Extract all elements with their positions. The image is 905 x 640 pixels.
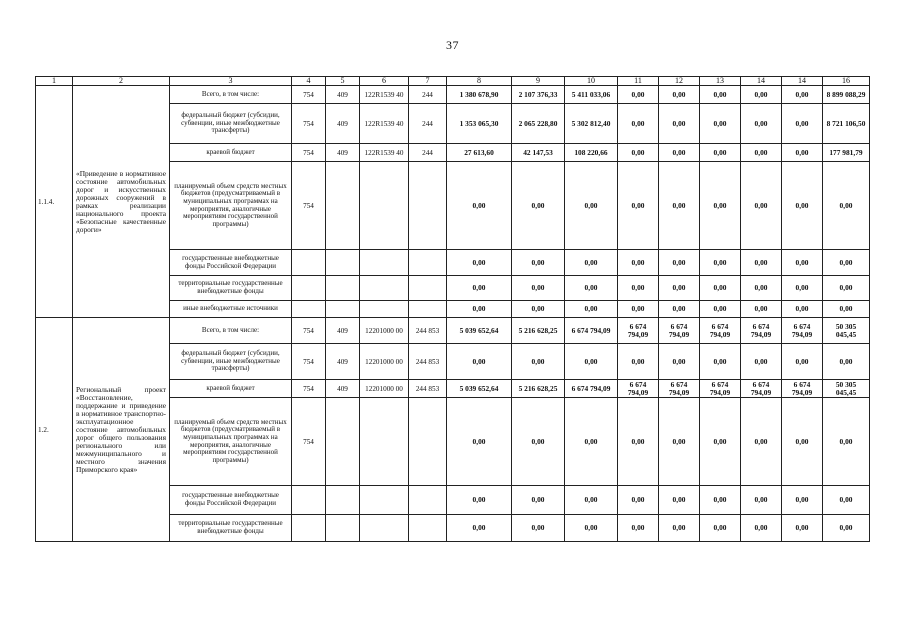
expense-type-code: 244 853: [409, 380, 447, 398]
amount-cell: 0,00: [700, 276, 741, 301]
target-article-code: [360, 486, 409, 515]
column-header: 12: [659, 77, 700, 86]
amount-cell: 0,00: [512, 276, 565, 301]
grbs-code: [292, 515, 326, 542]
target-article-code: [360, 301, 409, 318]
expense-type-code: [409, 301, 447, 318]
amount-cell: 0,00: [700, 104, 741, 144]
section-name: [73, 86, 170, 318]
target-article-code: 122R1539 40: [360, 104, 409, 144]
amount-cell: 5 039 652,64: [447, 380, 512, 398]
amount-cell: 8 899 088,29: [823, 86, 870, 104]
funding-source-label: иные внебюджетные источники: [170, 301, 292, 318]
amount-cell: 0,00: [618, 398, 659, 486]
amount-cell: 0,00: [741, 515, 782, 542]
amount-cell: 6 674 794,09: [700, 318, 741, 344]
amount-cell: 0,00: [618, 86, 659, 104]
amount-cell: 0,00: [659, 276, 700, 301]
amount-cell: 0,00: [565, 486, 618, 515]
amount-cell: 0,00: [565, 515, 618, 542]
funding-source-label: федеральный бюджет (субсидии, субвенции, иные межбюджетные трансферты): [170, 344, 292, 380]
amount-cell: 0,00: [447, 162, 512, 250]
amount-cell: 0,00: [618, 162, 659, 250]
amount-cell: 0,00: [782, 398, 823, 486]
target-article-code: [360, 515, 409, 542]
target-article-code: [360, 250, 409, 276]
amount-cell: 0,00: [447, 250, 512, 276]
amount-cell: 6 674 794,09: [782, 318, 823, 344]
expense-type-code: [409, 398, 447, 486]
amount-cell: 0,00: [700, 144, 741, 162]
grbs-code: [292, 250, 326, 276]
amount-cell: 0,00: [447, 344, 512, 380]
expense-type-code: [409, 250, 447, 276]
amount-cell: 0,00: [700, 301, 741, 318]
section-code: 409: [326, 144, 360, 162]
column-header: 14: [782, 77, 823, 86]
amount-cell: 0,00: [512, 486, 565, 515]
funding-source-label: территориальные государственные внебюджетные фонды: [170, 276, 292, 301]
column-header: 8: [447, 77, 512, 86]
amount-cell: 0,00: [565, 344, 618, 380]
amount-cell: 0,00: [823, 276, 870, 301]
section-code: [326, 486, 360, 515]
amount-cell: 6 674 794,09: [618, 318, 659, 344]
amount-cell: 0,00: [823, 486, 870, 515]
column-header: 6: [360, 77, 409, 86]
column-header: 9: [512, 77, 565, 86]
section-code: [326, 301, 360, 318]
amount-cell: 6 674 794,09: [741, 380, 782, 398]
section-code: [326, 515, 360, 542]
amount-cell: 0,00: [565, 276, 618, 301]
amount-cell: 0,00: [447, 486, 512, 515]
amount-cell: 5 216 628,25: [512, 318, 565, 344]
funding-source-label: краевой бюджет: [170, 380, 292, 398]
amount-cell: 8 721 106,50: [823, 104, 870, 144]
section-name-text: «Приведение в нормативное состояние автомобильных дорог и искусственных дорожных сооружений в рамках реализации национального проекта «Безопасные качественные дороги»: [76, 168, 166, 234]
column-header: 10: [565, 77, 618, 86]
amount-cell: 0,00: [782, 486, 823, 515]
expense-type-code: 244: [409, 104, 447, 144]
target-article-code: [360, 276, 409, 301]
amount-cell: 0,00: [512, 250, 565, 276]
amount-cell: 0,00: [659, 162, 700, 250]
amount-cell: 0,00: [782, 162, 823, 250]
amount-cell: 0,00: [700, 250, 741, 276]
column-header: 4: [292, 77, 326, 86]
expense-type-code: 244 853: [409, 318, 447, 344]
grbs-code: 754: [292, 104, 326, 144]
section-code: 409: [326, 104, 360, 144]
amount-cell: 0,00: [618, 301, 659, 318]
amount-cell: 0,00: [659, 398, 700, 486]
amount-cell: 0,00: [700, 344, 741, 380]
section-name: [73, 318, 170, 542]
funding-source-label: Всего, в том числе:: [170, 318, 292, 344]
section-number: 1.2.: [36, 318, 73, 542]
grbs-code: 754: [292, 318, 326, 344]
amount-cell: 0,00: [618, 515, 659, 542]
amount-cell: 0,00: [741, 301, 782, 318]
amount-cell: 0,00: [659, 144, 700, 162]
column-header: 11: [618, 77, 659, 86]
amount-cell: 0,00: [565, 398, 618, 486]
section-code: 409: [326, 318, 360, 344]
amount-cell: 0,00: [782, 144, 823, 162]
column-header: 16: [823, 77, 870, 86]
amount-cell: 0,00: [741, 344, 782, 380]
column-header: 13: [700, 77, 741, 86]
amount-cell: 0,00: [565, 301, 618, 318]
amount-cell: 0,00: [782, 250, 823, 276]
amount-cell: 6 674 794,09: [700, 380, 741, 398]
amount-cell: 177 981,79: [823, 144, 870, 162]
amount-cell: 0,00: [512, 344, 565, 380]
page-number: 37: [446, 38, 459, 52]
amount-cell: 0,00: [659, 86, 700, 104]
amount-cell: 0,00: [823, 515, 870, 542]
amount-cell: 1 353 065,30: [447, 104, 512, 144]
funding-source-label: краевой бюджет: [170, 144, 292, 162]
amount-cell: 0,00: [659, 486, 700, 515]
expense-type-code: [409, 486, 447, 515]
amount-cell: 0,00: [823, 344, 870, 380]
amount-cell: 0,00: [782, 515, 823, 542]
amount-cell: 6 674 794,09: [659, 318, 700, 344]
amount-cell: 0,00: [447, 515, 512, 542]
funding-source-label: планируемый объем средств местных бюджетов (предусматриваемый в муниципальных программах на мероприятия, аналогичные мероприятиям государственной программы): [170, 162, 292, 250]
column-header: 7: [409, 77, 447, 86]
amount-cell: 5 039 652,64: [447, 318, 512, 344]
target-article-code: [360, 162, 409, 250]
section-code: [326, 398, 360, 486]
amount-cell: 0,00: [823, 398, 870, 486]
amount-cell: 2 107 376,33: [512, 86, 565, 104]
target-article-code: 12201000 00: [360, 344, 409, 380]
amount-cell: 0,00: [823, 250, 870, 276]
amount-cell: 0,00: [659, 104, 700, 144]
amount-cell: 0,00: [741, 398, 782, 486]
amount-cell: 0,00: [618, 250, 659, 276]
amount-cell: 0,00: [741, 250, 782, 276]
amount-cell: 6 674 794,09: [741, 318, 782, 344]
grbs-code: 754: [292, 380, 326, 398]
amount-cell: 0,00: [741, 86, 782, 104]
amount-cell: 6 674 794,09: [618, 380, 659, 398]
funding-source-label: Всего, в том числе:: [170, 86, 292, 104]
column-header: 1: [36, 77, 73, 86]
amount-cell: 5 216 628,25: [512, 380, 565, 398]
amount-cell: 0,00: [512, 398, 565, 486]
amount-cell: 6 674 794,09: [565, 318, 618, 344]
amount-cell: 0,00: [659, 515, 700, 542]
amount-cell: 0,00: [618, 486, 659, 515]
amount-cell: 0,00: [741, 162, 782, 250]
target-article-code: [360, 398, 409, 486]
amount-cell: 1 380 678,90: [447, 86, 512, 104]
amount-cell: 6 674 794,09: [565, 380, 618, 398]
grbs-code: 754: [292, 398, 326, 486]
target-article-code: 122R1539 40: [360, 144, 409, 162]
grbs-code: [292, 276, 326, 301]
section-code: 409: [326, 344, 360, 380]
column-header: 14: [741, 77, 782, 86]
grbs-code: 754: [292, 344, 326, 380]
amount-cell: 0,00: [741, 486, 782, 515]
amount-cell: 0,00: [659, 301, 700, 318]
section-name-text: Региональный проект «Восстановление, поддержание и приведение в нормативное транспортно-эксплуатационное состояние автомобильных дорог общего пользования регионального или межмуниципального и местного значения Приморского края»: [76, 384, 166, 474]
expense-type-code: 244 853: [409, 344, 447, 380]
funding-source-label: планируемый объем средств местных бюджетов (предусматриваемый в муниципальных программах на мероприятия, аналогичные мероприятиям государственной программы): [170, 398, 292, 486]
grbs-code: 754: [292, 162, 326, 250]
section-number: 1.1.4.: [36, 86, 73, 318]
amount-cell: 0,00: [659, 344, 700, 380]
table-row: [36, 318, 870, 344]
column-header: 2: [73, 77, 170, 86]
grbs-code: [292, 486, 326, 515]
section-code: [326, 162, 360, 250]
amount-cell: 0,00: [512, 162, 565, 250]
amount-cell: 0,00: [741, 104, 782, 144]
expense-type-code: 244: [409, 86, 447, 104]
funding-source-label: государственные внебюджетные фонды Российской Федерации: [170, 486, 292, 515]
amount-cell: 0,00: [741, 144, 782, 162]
expense-type-code: [409, 162, 447, 250]
amount-cell: 0,00: [782, 86, 823, 104]
section-code: [326, 250, 360, 276]
amount-cell: 5 411 033,06: [565, 86, 618, 104]
amount-cell: 0,00: [700, 398, 741, 486]
amount-cell: 0,00: [447, 398, 512, 486]
amount-cell: 42 147,53: [512, 144, 565, 162]
amount-cell: 50 305 045,45: [823, 380, 870, 398]
grbs-code: 754: [292, 144, 326, 162]
amount-cell: 108 220,66: [565, 144, 618, 162]
amount-cell: 0,00: [700, 86, 741, 104]
section-code: 409: [326, 86, 360, 104]
funding-source-label: федеральный бюджет (субсидии, субвенции, иные межбюджетные трансферты): [170, 104, 292, 144]
amount-cell: 0,00: [512, 301, 565, 318]
amount-cell: 0,00: [700, 486, 741, 515]
expense-type-code: [409, 276, 447, 301]
column-header-row: [36, 77, 870, 86]
table-row: [36, 86, 870, 104]
amount-cell: 0,00: [700, 515, 741, 542]
target-article-code: 12201000 00: [360, 380, 409, 398]
amount-cell: 5 302 812,40: [565, 104, 618, 144]
amount-cell: 0,00: [618, 104, 659, 144]
amount-cell: 0,00: [700, 162, 741, 250]
amount-cell: 0,00: [565, 250, 618, 276]
funding-source-label: государственные внебюджетные фонды Российской Федерации: [170, 250, 292, 276]
target-article-code: 122R1539 40: [360, 86, 409, 104]
amount-cell: 0,00: [782, 104, 823, 144]
amount-cell: 2 065 228,80: [512, 104, 565, 144]
amount-cell: 6 674 794,09: [782, 380, 823, 398]
amount-cell: 0,00: [512, 515, 565, 542]
target-article-code: 12201000 00: [360, 318, 409, 344]
amount-cell: 0,00: [741, 276, 782, 301]
section-code: 409: [326, 380, 360, 398]
amount-cell: 0,00: [618, 144, 659, 162]
funding-source-label: территориальные государственные внебюджетные фонды: [170, 515, 292, 542]
amount-cell: 0,00: [447, 276, 512, 301]
column-header: 3: [170, 77, 292, 86]
amount-cell: 0,00: [782, 344, 823, 380]
amount-cell: 0,00: [565, 162, 618, 250]
section-code: [326, 276, 360, 301]
amount-cell: 0,00: [618, 344, 659, 380]
amount-cell: 0,00: [659, 250, 700, 276]
grbs-code: 754: [292, 86, 326, 104]
amount-cell: 50 305 045,45: [823, 318, 870, 344]
grbs-code: [292, 301, 326, 318]
expense-type-code: 244: [409, 144, 447, 162]
amount-cell: 0,00: [447, 301, 512, 318]
amount-cell: 6 674 794,09: [659, 380, 700, 398]
amount-cell: 0,00: [782, 276, 823, 301]
amount-cell: 0,00: [782, 301, 823, 318]
budget-table: [35, 76, 870, 542]
column-header: 5: [326, 77, 360, 86]
amount-cell: 0,00: [618, 276, 659, 301]
amount-cell: 0,00: [823, 162, 870, 250]
amount-cell: 0,00: [823, 301, 870, 318]
expense-type-code: [409, 515, 447, 542]
amount-cell: 27 613,60: [447, 144, 512, 162]
